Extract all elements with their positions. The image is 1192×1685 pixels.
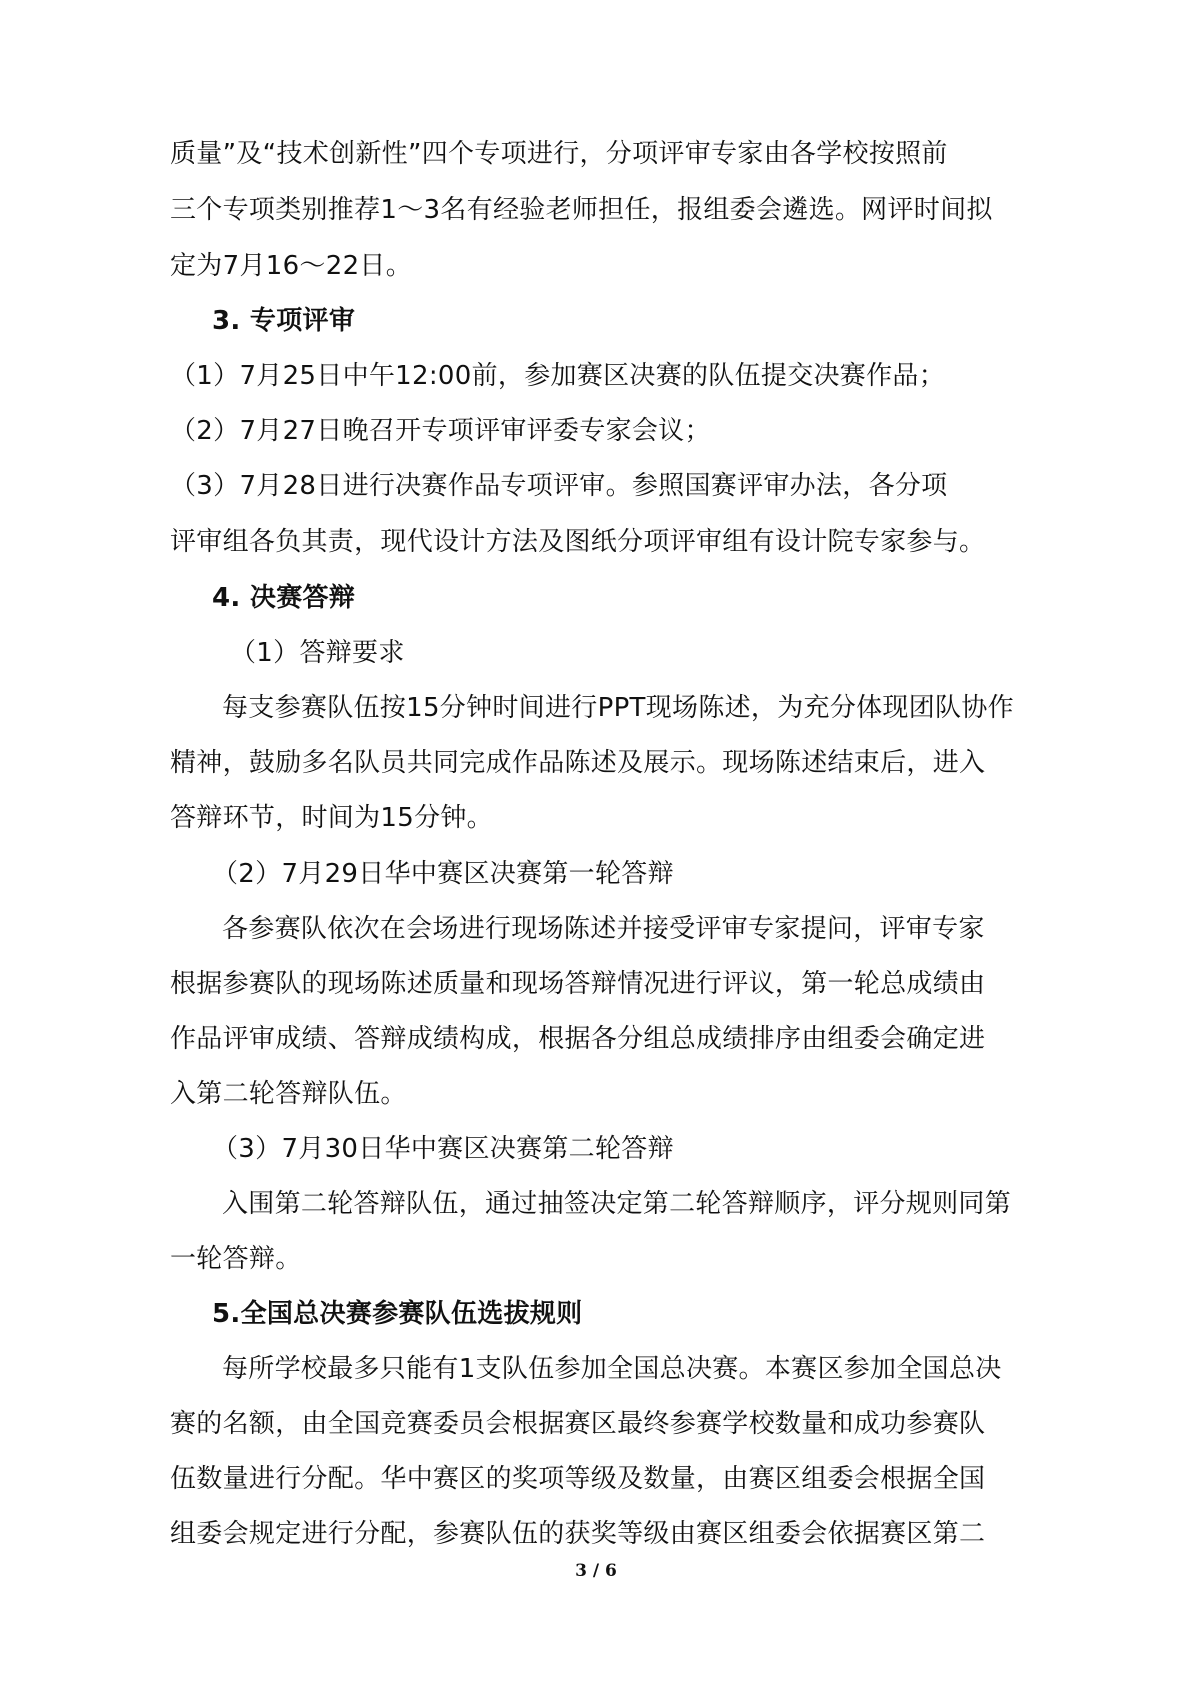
body-text-line: 各参赛队依次在会场进行现场陈述并接受评审专家提问，评审专家 bbox=[222, 914, 985, 944]
body-text-line: 定为7月16～22日。 bbox=[170, 251, 413, 281]
body-text-line: 每所学校最多只能有1支队伍参加全国总决赛。本赛区参加全国总决 bbox=[222, 1354, 1002, 1384]
subsection-title: （2）7月29日华中赛区决赛第一轮答辩 bbox=[212, 859, 674, 889]
body-text-line: 组委会规定进行分配，参赛队伍的获奖等级由赛区组委会依据赛区第二 bbox=[170, 1519, 986, 1549]
body-text-line: （2）7月27日晚召开专项评审评委专家会议； bbox=[170, 416, 711, 446]
body-text-line: 作品评审成绩、答辩成绩构成，根据各分组总成绩排序由组委会确定进 bbox=[170, 1024, 986, 1054]
body-text-line: 答辩环节，时间为15分钟。 bbox=[170, 803, 493, 833]
body-text-line: 赛的名额，由全国竞赛委员会根据赛区最终参赛学校数量和成功参赛队 bbox=[170, 1409, 986, 1439]
body-text-line: 伍数量进行分配。华中赛区的奖项等级及数量，由赛区组委会根据全国 bbox=[170, 1464, 986, 1494]
section-heading-3: 3. 专项评审 bbox=[212, 306, 356, 336]
subsection-title: （3）7月30日华中赛区决赛第二轮答辩 bbox=[212, 1134, 674, 1164]
body-text-line: （1）7月25日中午12:00前，参加赛区决赛的队伍提交决赛作品； bbox=[170, 361, 945, 391]
body-text-line: 一轮答辩。 bbox=[170, 1244, 302, 1274]
subsection-title: （1）答辩要求 bbox=[230, 638, 405, 668]
body-text-line: 质量”及“技术创新性”四个专项进行，分项评审专家由各学校按照前 bbox=[170, 139, 948, 169]
body-text-line: 评审组各负其责，现代设计方法及图纸分项评审组有设计院专家参与。 bbox=[170, 527, 986, 557]
body-text-line: 根据参赛队的现场陈述质量和现场答辩情况进行评议，第一轮总成绩由 bbox=[170, 969, 986, 999]
body-text-line: 入第二轮答辩队伍。 bbox=[170, 1079, 407, 1109]
body-text-line: 精神，鼓励多名队员共同完成作品陈述及展示。现场陈述结束后，进入 bbox=[170, 748, 986, 778]
section-heading-5: 5.全国总决赛参赛队伍选拔规则 bbox=[212, 1299, 583, 1329]
section-heading-4: 4. 决赛答辩 bbox=[212, 583, 356, 613]
body-text-line: 三个专项类别推荐1～3名有经验老师担任，报组委会遴选。网评时间拟 bbox=[170, 195, 993, 225]
page-number: 3 / 6 bbox=[575, 1561, 617, 1581]
body-text-line: （3）7月28日进行决赛作品专项评审。参照国赛评审办法，各分项 bbox=[170, 471, 948, 501]
body-text-line: 每支参赛队伍按15分钟时间进行PPT现场陈述，为充分体现团队协作 bbox=[222, 693, 1014, 723]
body-text-line: 入围第二轮答辩队伍，通过抽签决定第二轮答辩顺序，评分规则同第 bbox=[222, 1189, 1012, 1219]
